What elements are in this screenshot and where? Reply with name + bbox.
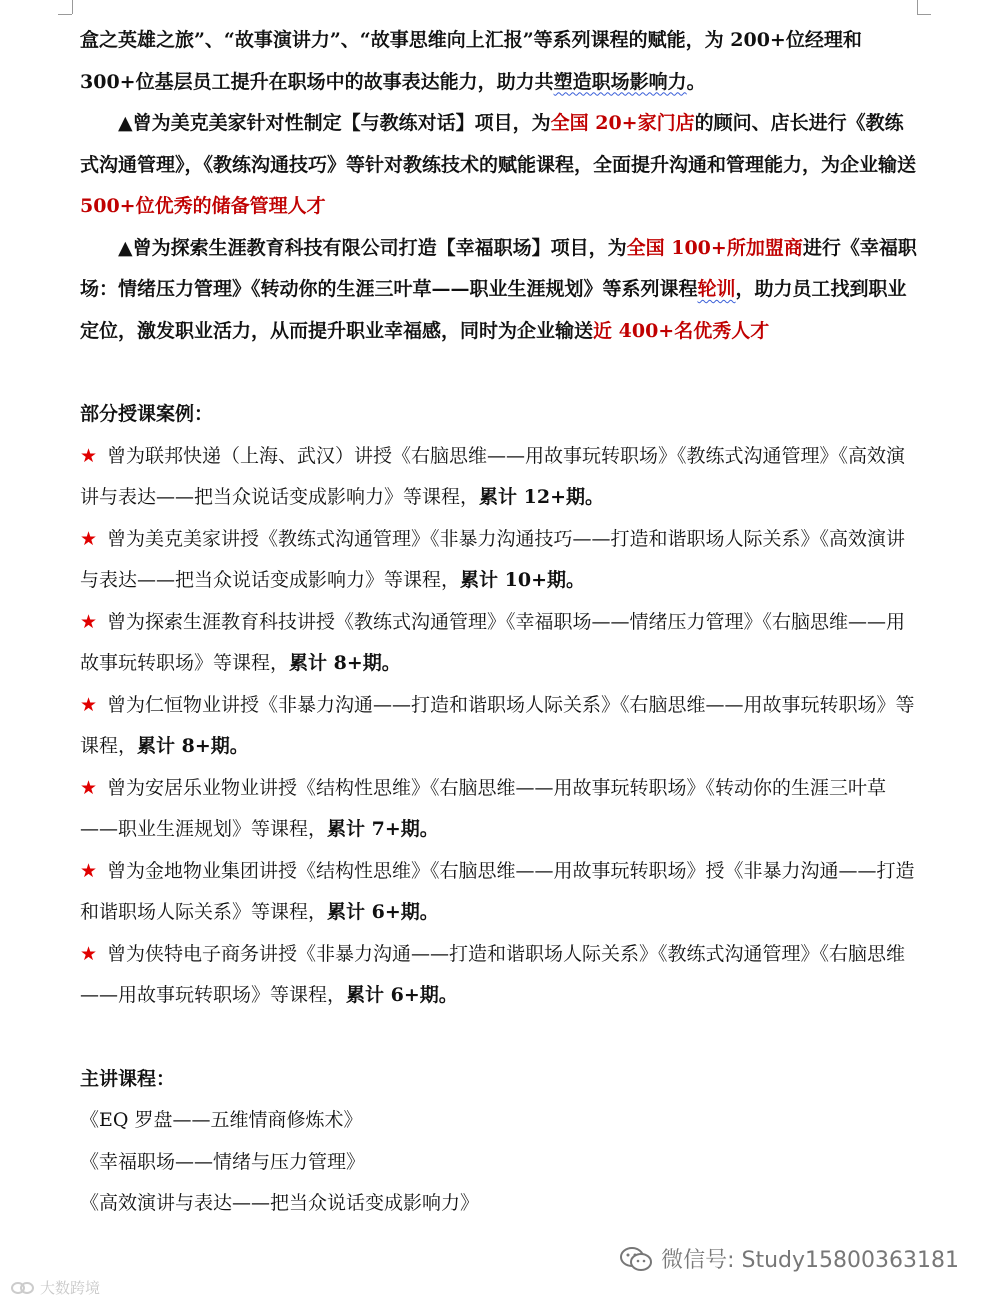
intro-paragraph-2: ▲曾为美克美家针对性制定【与教练对话】项目，为全国 20+家门店的顾问、店长进行《教练式沟通管理》，《教练沟通技巧》等针对教练技术的赋能课程，全面提升沟通和管理能力，为企业输送 500+位优秀的储备管理人才: [80, 112, 917, 217]
list-item: ★ 曾为美克美家讲授《教练式沟通管理》《非暴力沟通技巧——打造和谐职场人际关系》《高效演讲与表达——把当众说话变成影响力》等课程，累计 10+期。: [80, 527, 906, 591]
link-logo-icon: [10, 1280, 36, 1296]
corner-logo-text: 大数跨境: [40, 1279, 101, 1297]
list-item: ★ 曾为侠特电子商务讲授《非暴力沟通——打造和谐职场人际关系》《教练式沟通管理》《右脑思维——用故事玩转职场》等课程，累计 6+期。: [80, 942, 906, 1006]
course-item: 《幸福职场——情绪与压力管理》: [80, 1150, 366, 1173]
star-icon: ★: [80, 942, 98, 965]
star-icon: ★: [80, 693, 98, 716]
wechat-icon: [619, 1245, 653, 1273]
spellcheck-underline: 塑造职场影响力: [553, 70, 687, 93]
star-icon: ★: [80, 527, 98, 550]
crop-mark-left: [72, 0, 73, 14]
cases-list: [80, 436, 918, 1017]
document-page: [80, 20, 918, 1225]
watermark-text: 微信号: Study15800363181: [661, 1248, 959, 1273]
list-item: ★ 曾为联邦快递（上海、武汉）讲授《右脑思维——用故事玩转职场》《教练式沟通管理》《高效演讲与表达——把当众说话变成影响力》等课程，累计 12+期。: [80, 444, 906, 508]
course-item: 《EQ 罗盘——五维情商修炼术》: [80, 1109, 363, 1131]
crop-mark-right-h: [917, 14, 931, 15]
intro-paragraph-3: ▲曾为探索生涯教育科技有限公司打造【幸福职场】项目，为全国 100+所加盟商进行《幸福职场：情绪压力管理》《转动你的生涯三叶草——职业生涯规划》等系列课程轮训，助力员工找到职业定位，激发职业活力，从而提升职业幸福感，同时为企业输送近 400+名优秀人才: [80, 236, 917, 342]
intro-paragraph-1: 盒之英雄之旅”、“故事演讲力”、“故事思维向上汇报”等系列课程的赋能，为 200+位经理和 300+位基层员工提升在职场中的故事表达能力，助力共塑造职场影响力。: [80, 29, 862, 93]
list-item: ★ 曾为安居乐业物业讲授《结构性思维》《右脑思维——用故事玩转职场》《转动你的生涯三叶草——职业生涯规划》等课程，累计 7+期。: [80, 776, 887, 840]
courses-heading: 主讲课程：: [80, 1067, 176, 1090]
list-item: ★ 曾为金地物业集团讲授《结构性思维》《右脑思维——用故事玩转职场》授《非暴力沟通——打造和谐职场人际关系》等课程，累计 6+期。: [80, 859, 915, 923]
star-icon: ★: [80, 444, 98, 467]
star-icon: ★: [80, 776, 98, 799]
crop-mark-left-h: [58, 14, 72, 15]
list-item: ★ 曾为仁恒物业讲授《非暴力沟通——打造和谐职场人际关系》《右脑思维——用故事玩转职场》等课程，累计 8+期。: [80, 693, 915, 757]
list-item: ★ 曾为探索生涯教育科技讲授《教练式沟通管理》《幸福职场——情绪压力管理》《右脑思维——用故事玩转职场》等课程，累计 8+期。: [80, 610, 906, 674]
cases-heading: 部分授课案例：: [80, 403, 214, 425]
wechat-watermark: [619, 1243, 959, 1274]
star-icon: ★: [80, 859, 98, 882]
crop-mark-right: [917, 0, 918, 14]
course-item: 《高效演讲与表达——把当众说话变成影响力》: [80, 1192, 480, 1214]
star-icon: ★: [80, 610, 98, 633]
corner-logo: [10, 1277, 100, 1298]
